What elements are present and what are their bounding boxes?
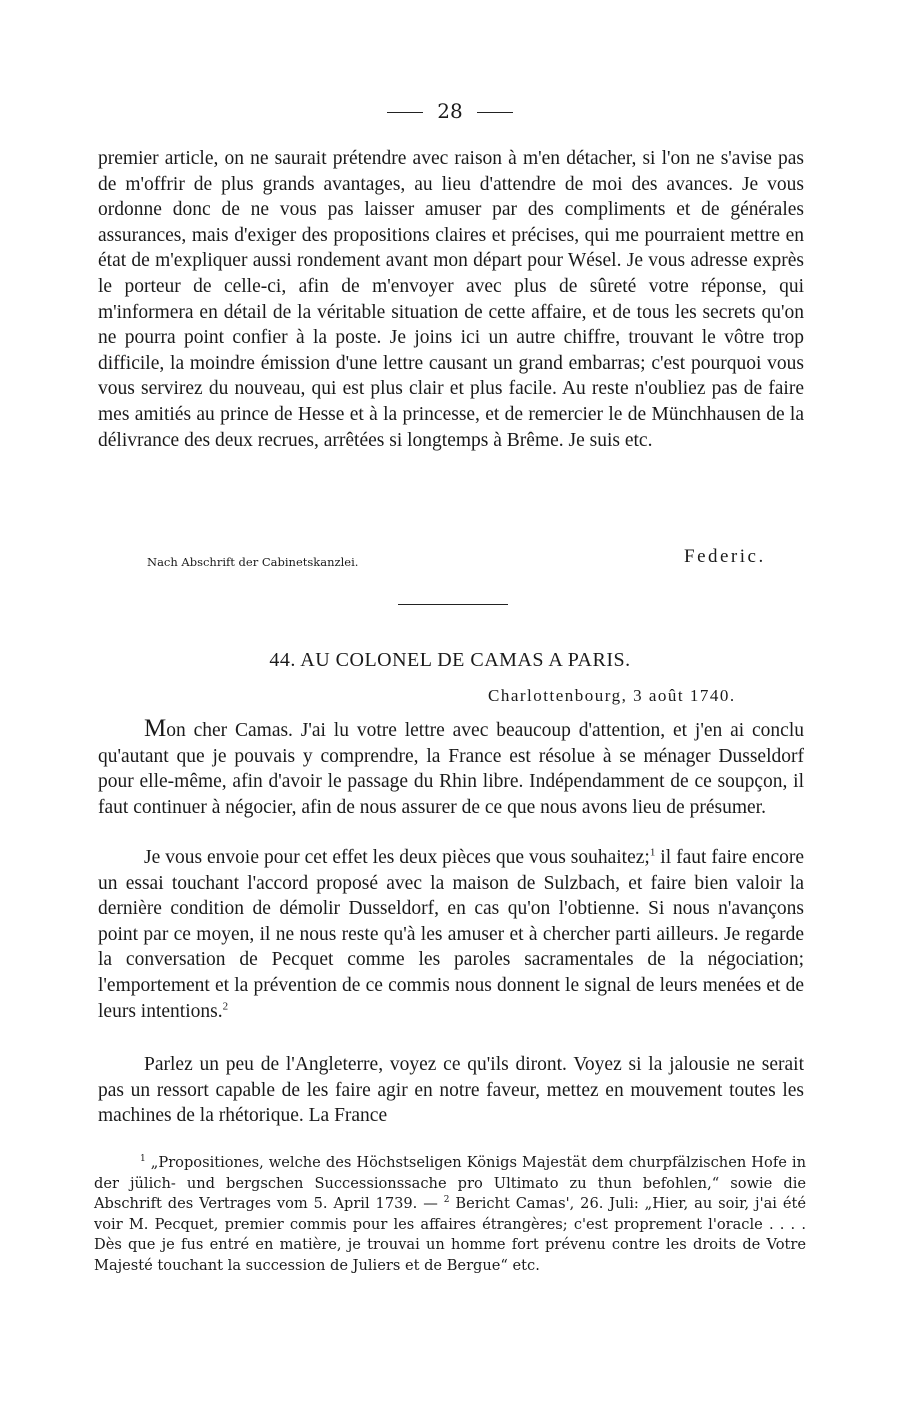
footnotes <box>94 1153 806 1276</box>
letter-paragraph-1 <box>98 716 804 820</box>
footnote-2-mark: 2 <box>443 1195 450 1206</box>
page-number-text: 28 <box>437 99 463 123</box>
page-number-dash-left <box>387 112 423 113</box>
footnote-1-mark: 1 <box>140 1154 146 1165</box>
footnote-ref-1: 1 <box>649 846 656 859</box>
initial-letter: M <box>144 715 167 742</box>
letter-paragraph-2 <box>98 845 804 1024</box>
letter-paragraph-1-text: on cher Camas. J'ai lu votre lettre avec beaucoup d'attention, et j'en ai conclu qu'autant que je pouvais y comprendre, la France est résolue à se ménager Dusseldorf pour elle-même, afin d'avoir le passage du Rhin libre. Indépendamment de ce soupçon, il faut continuer à négocier, afin de nous assurer de ce que nous avons lieu de présumer. <box>98 720 804 818</box>
letter-paragraph-2-text-b: il faut faire encore un essai touchant l'accord proposé avec la maison de Sulzbach, et faire bien valoir la dernière condition de démolir Dusseldorf, en cas qu'on l'obtienne. Si nous n'avançons point par ce moyen, il ne nous reste qu'à les amuser et à chercher parti ailleurs. Je regarde la conversation de Pecquet comme les paroles sacramentales de la négociation; l'emportement et la prévention de ce commis nous donnent le signal de leurs menées et de leurs intentions. <box>98 847 805 1022</box>
letter-paragraph-2-text-a: Je vous envoie pour cet effet les deux pièces que vous souhaitez; <box>144 847 650 868</box>
letter-43-closing-paragraph: premier article, on ne saurait prétendre avec raison à m'en détacher, si l'on ne s'avise pas de m'offrir de plus grands avantages, au lieu d'attendre de moi des avances. Je vous ordonne donc de ne vous pas laisser amuser par des compliments et de générales assurances, mais d'exiger des propositions claires et précises, qui me pourraient mettre en état de m'expliquer aussi rondement avant mon départ pour Wésel. Je vous adresse exprès le porteur de celle-ci, afin de m'envoyer avec plus de sûreté votre réponse, qui m'informera en détail de la véritable situation de cette affaire, et de tous les secrets qu'on ne pourra point confier à la poste. Je joins ici un autre chiffre, trouvant le vôtre trop difficile, la moindre émission d'une lettre causant un grand embarras; c'est pourquoi vous vous servirez du nouveau, qui est plus clair et plus facile. Au reste n'oubliez pas de faire mes amitiés au prince de Hesse et à la princesse, et de remercier le de Münchhausen de la délivrance des deux recrues, arrêtées si longtemps à Brême. Je suis etc. <box>98 148 804 451</box>
letter-dateline: Charlottenbourg, 3 août 1740. <box>488 686 736 705</box>
page-number-dash-right <box>477 112 513 113</box>
page-number <box>0 98 900 124</box>
letter-paragraph-3: Parlez un peu de l'Angleterre, voyez ce qu'ils diront. Voyez si la jalousie ne serait pas un ressort capable de les faire agir en notre faveur, mettez en mouvement toutes les machines de la rhétorique. La France <box>98 1054 804 1127</box>
footnote-ref-2: 2 <box>222 1000 229 1013</box>
signature: Federic. <box>684 546 766 567</box>
footnote-1-text: „Propositiones, welche des Höchstseligen Königs Majestät dem churpfälzischen Hofe in der jülich- und bergschen Successionssache pro Ultimato zu thun befohlen,“ sowie die Abschrift des Vertrages vom 5. April 1739. — <box>94 1154 806 1212</box>
source-note: Nach Abschrift der Cabinetskanzlei. <box>147 555 359 569</box>
section-divider <box>398 604 508 605</box>
footnote-2-text: Bericht Camas', 26. Juli: „Hier, au soir, j'ai été voir M. Pecquet, premier commis pour les affaires étrangères; c'est proprement l'oracle . . . . Dès que je fus entré en matière, je trouvai un homme fort prévenu contre les droits de Votre Majesté touchant la succession de Juliers et de Bergue“ etc. <box>94 1195 806 1274</box>
letter-heading: 44. AU COLONEL DE CAMAS A PARIS. <box>269 649 631 671</box>
